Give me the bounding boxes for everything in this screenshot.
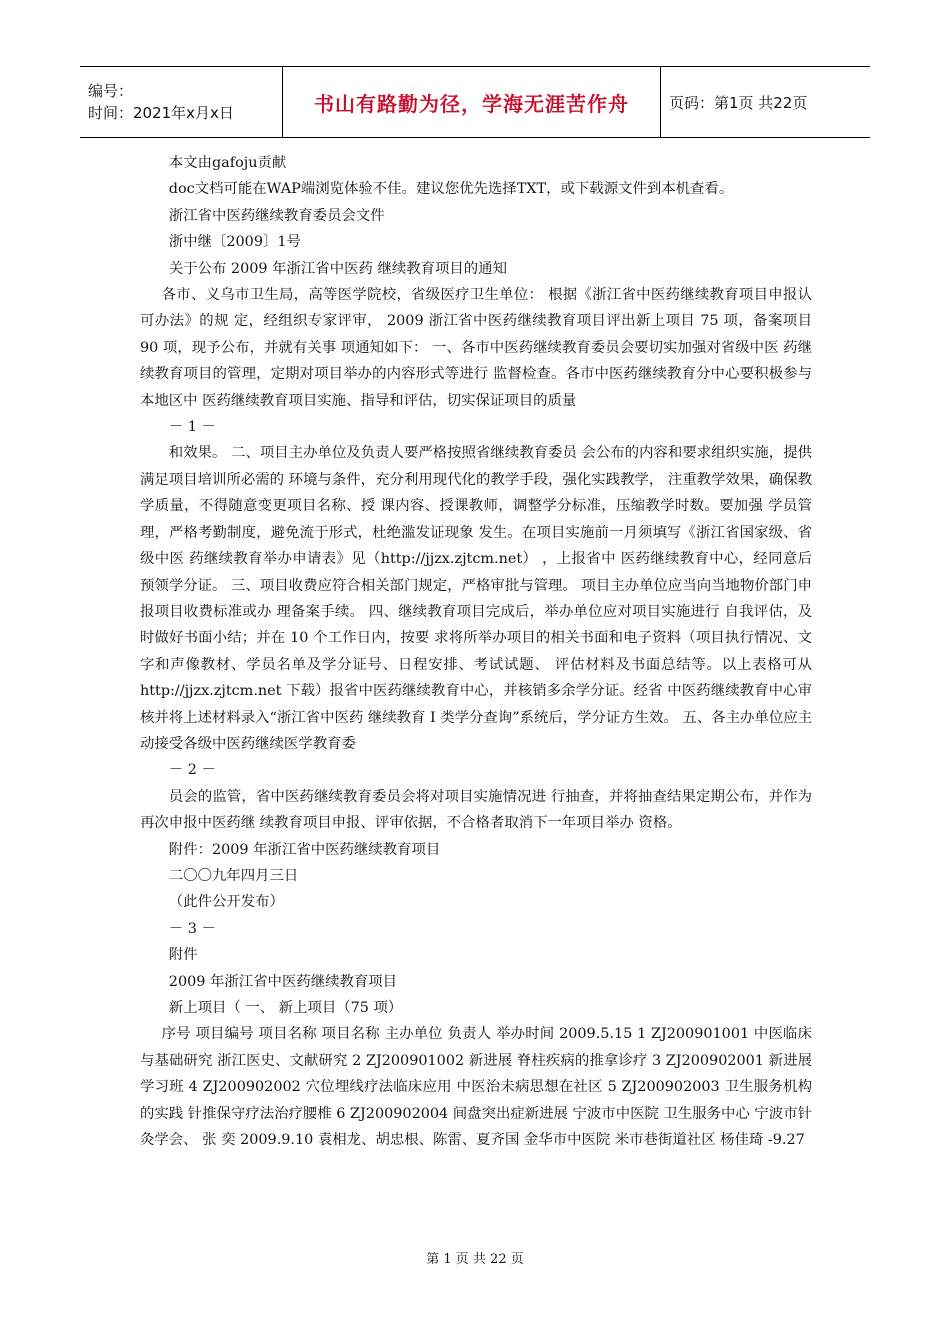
publication-note: （此件公开发布） <box>168 894 284 911</box>
contributor-line: 本文由gafoju贡献 <box>168 155 287 171</box>
header-page-label: 页码：第1页 共22页 <box>669 93 808 112</box>
header-motto: 书山有路勤为径，学海无涯苦作舟 <box>314 91 629 116</box>
document-body <box>140 150 812 1153</box>
date-line: 二〇〇九年四月三日 <box>168 867 299 884</box>
body-paragraph: 各市、义乌市卫生局，高等医学院校，省级医疗卫生单位： 根据《浙江省中医药继续教育项目申报认可办法》的规 定，经组织专家评审， 2009 浙江省中医药继续教育项目评出新上项目 75 项，备案项目 90 项，现予公布，并就有关事 项通知如下： 一、各市中医药继续教育委员会要切实加强对省级中医 药继续教育项目的管理，定期对项目举办的内容形式等进行 监督检查。各市中医药继续教育分中心要积极参与本地区中 医药继续教育项目实施、指导和评估，切实保证项目的质量 <box>140 287 812 409</box>
body-paragraph: 员会的监管，省中医药继续教育委员会将对项目实施情况进 行抽查，并将抽查结果定期公布，并作为再次申报中医药继 续教育项目申报、评审依据，不合格者取消下一年项目举办 资格。 <box>140 788 812 832</box>
body-paragraph: 和效果。 二、项目主办单位及负责人要严格按照省继续教育委员 会公布的内容和要求组织实施，提供满足项目培训所必需的 环境与条件，充分利用现代化的教学手段，强化实践教学， 注重教学效果，确保教学质量，不得随意变更项目名称、授 课内容、授课教师，调整学分标准，压缩教学时数。要加强 学员管理，严格考勤制度，避免流于形式，杜绝滥发证现象 发生。在项目实施前一月须填写《浙江省国家级、省级中医 药继续教育举办申请表》见（http://jjzx.zjtcm.net） ，上报省中 医药继续教育中心，经同意后预领学分证。 三、项目收费应符合相关部门规定，严格审批与管理。 项目主办单位应当向当地物价部门申报项目收费标准或办 理备案手续。 四、继续教育项目完成后，举办单位应对项目实施进行 自我评估，及时做好书面小结；并在 10 个工作日内，按要 求将所举办项目的相关书面和电子资料（项目执行情况、文 字和声像教材、学员名单及学分证号、日程安排、考试试题、 评估材料及书面总结等。以上表格可从 http://jjzx.zjtcm.net 下载）报省中医药继续教育中心，并核销多余学分证。经省 中医药继续教育中心审核并将上述材料录入“浙江省中医药 继续教育 I 类学分查询”系统后，学分证方生效。 五、各主办单位应主动接受各级中医药继续医学教育委 <box>140 445 812 752</box>
page-header <box>80 66 870 138</box>
attachment-line: 附件：2009 年浙江省中医药继续教育项目 <box>168 841 441 858</box>
format-notice: doc文档可能在WAP端浏览体验不佳。建议您优先选择TXT，或下载源文件到本机查看。 <box>168 181 734 198</box>
attachment-title: 2009 年浙江省中医药继续教育项目 <box>168 973 398 990</box>
header-page-cell <box>661 67 870 137</box>
page-marker: － 1 － <box>168 419 216 436</box>
page-marker: － 3 － <box>168 920 216 937</box>
section-heading: 新上项目（ 一、 新上项目（75 项） <box>168 1000 403 1016</box>
attachment-heading: 附件 <box>168 947 198 964</box>
doc-number-label: 编号： <box>88 82 134 100</box>
header-motto-cell <box>283 67 661 137</box>
doc-time-label: 时间：2021年x月x日 <box>88 104 234 122</box>
notice-title: 关于公布 2009 年浙江省中医药 继续教育项目的通知 <box>168 260 507 277</box>
page-footer: 第 1 页 共 22 页 <box>426 1252 524 1267</box>
issuer-title: 浙江省中医药继续教育委员会文件 <box>168 207 385 224</box>
page-marker: － 2 － <box>168 762 216 779</box>
document-number: 浙中继〔2009〕1号 <box>168 234 301 251</box>
header-meta <box>80 67 283 137</box>
project-list: 序号 项目编号 项目名称 项目名称 主办单位 负责人 举办时间 2009.5.15 1 ZJ200901001 中医临床与基础研究 浙江医史、文献研究 2 ZJ200901002 新进展 脊柱疾病的推拿诊疗 3 ZJ200902001 新进展学习班 4 ZJ200902002 穴位埋线疗法临床应用 中医治未病思想在社区 5 ZJ200902003 卫生服务机构的实践 针推保守疗法治疗腰椎 6 ZJ200902004 间盘突出症新进展 宁波市中医院 卫生服务中心 宁波市针灸学会、 张 奕 2009.9.10 袁相龙、胡忠根、陈雷、夏齐国 金华市中医院 米市巷街道社区 杨佳琦 -9.27 <box>140 1026 812 1149</box>
